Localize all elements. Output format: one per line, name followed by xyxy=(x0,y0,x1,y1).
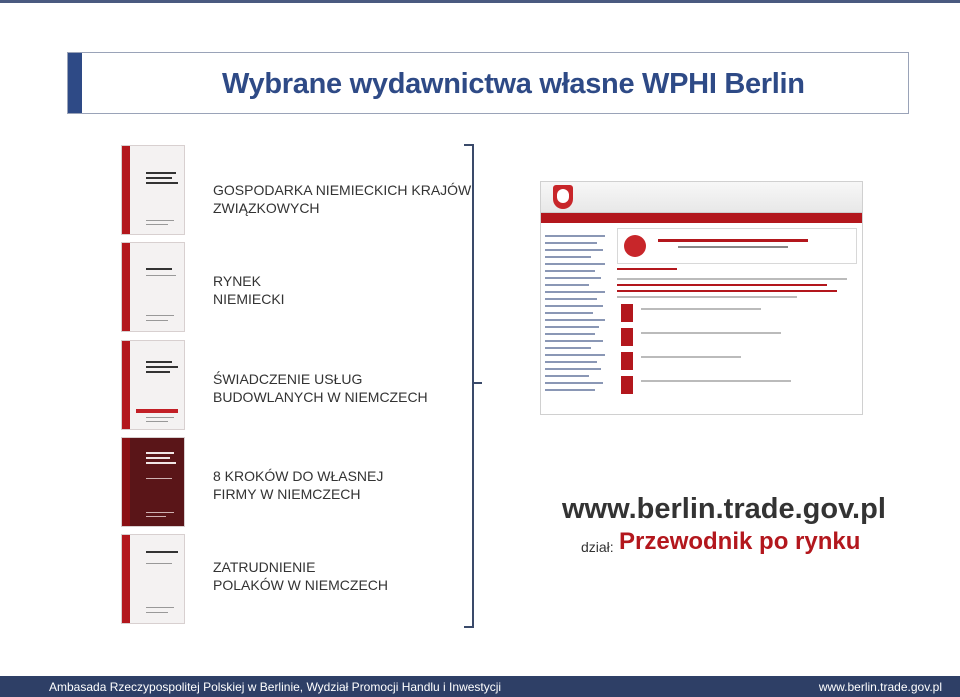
website-screenshot xyxy=(540,181,863,415)
publication-cover-1 xyxy=(121,145,185,235)
website-header xyxy=(541,182,862,213)
website-url: www.berlin.trade.gov.pl xyxy=(562,493,886,525)
publication-cover-3 xyxy=(121,340,185,430)
publication-title-5: ZATRUDNIENIE POLAKÓW W NIEMCZECH xyxy=(213,559,389,593)
publication-title-4: 8 KROKÓW DO WŁASNEJ FIRMY W NIEMCZECH xyxy=(213,468,384,502)
publication-title-2: RYNEK NIEMIECKI xyxy=(213,273,285,307)
top-rule xyxy=(0,0,960,3)
publication-cover-4 xyxy=(121,437,185,527)
footer-bar xyxy=(0,676,960,697)
website-banner xyxy=(617,228,857,264)
grouping-bracket xyxy=(464,144,474,628)
publication-cover-2 xyxy=(121,242,185,332)
publication-title-1: GOSPODARKA NIEMIECKICH KRAJÓW ZWIĄZKOWYCH xyxy=(213,182,472,216)
website-nav-bar xyxy=(541,213,862,223)
footer-institution: Ambasada Rzeczypospolitej Polskiej w Berlinie, Wydział Promocji Handlu i Inwestycji xyxy=(49,680,502,694)
title-accent-bar xyxy=(68,53,82,113)
website-sidebar xyxy=(545,230,611,410)
publication-title-3: ŚWIADCZENIE USŁUG BUDOWLANYCH W NIEMCZECH xyxy=(213,371,428,405)
title-box xyxy=(67,52,909,114)
publication-cover-5 xyxy=(121,534,185,624)
footer-url: www.berlin.trade.gov.pl xyxy=(818,680,942,694)
slide-title: Wybrane wydawnictwa własne WPHI Berlin xyxy=(222,68,805,100)
section-label: dział: xyxy=(581,539,614,555)
grouping-bracket-tick xyxy=(474,382,482,384)
section-name: Przewodnik po rynku xyxy=(619,528,861,555)
